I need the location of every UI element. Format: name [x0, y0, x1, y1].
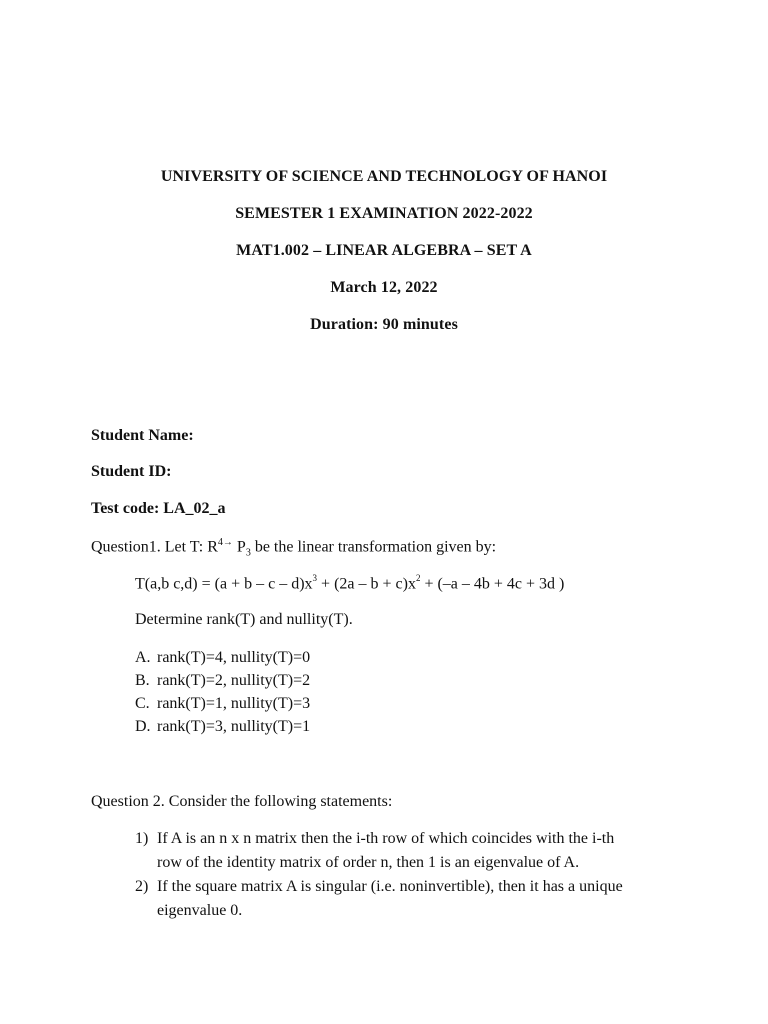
option-text: rank(T)=1, nullity(T)=3 — [157, 695, 311, 712]
exam-duration: Duration: 90 minutes — [310, 316, 458, 333]
option-a[interactable] — [135, 649, 310, 667]
question1-codomain: P — [232, 538, 246, 556]
question1-intro — [91, 537, 496, 559]
question1-formula — [135, 574, 564, 593]
formula-exponent-2: 2 — [415, 573, 421, 583]
option-text: rank(T)=2, nullity(T)=2 — [157, 672, 311, 689]
statement-line: If A is an n x n matrix then the i-th row of which coincides with the i-th — [157, 830, 615, 847]
question1-intro-suffix: be the linear transformation given by: — [250, 538, 497, 556]
question2-intro: Question 2. Consider the following statements: — [91, 793, 393, 810]
arrow-icon: → — [222, 537, 233, 548]
semester-title: SEMESTER 1 EXAMINATION 2022-2022 — [235, 205, 533, 222]
statement-1-cont: row of the identity matrix of order n, then 1 is an eigenvalue of A. — [157, 854, 580, 871]
course-title: MAT1.002 – LINEAR ALGEBRA – SET A — [236, 242, 532, 259]
question1-domain-exponent: 4 — [217, 537, 223, 548]
option-label: A. — [135, 649, 151, 666]
question1-intro-prefix: Question1. Let T: R — [91, 538, 218, 556]
university-title: UNIVERSITY OF SCIENCE AND TECHNOLOGY OF HANOI — [160, 168, 608, 185]
option-text: rank(T)=4, nullity(T)=0 — [157, 649, 311, 666]
exam-date: March 12, 2022 — [330, 279, 438, 296]
statement-2-cont: eigenvalue 0. — [157, 902, 243, 919]
statement-2 — [135, 878, 623, 896]
test-code: Test code: LA_02_a — [91, 500, 226, 517]
option-d[interactable] — [135, 718, 310, 736]
student-id-label: Student ID: — [91, 463, 172, 480]
question1-prompt: Determine rank(T) and nullity(T). — [135, 611, 353, 628]
option-c[interactable] — [135, 695, 310, 713]
statement-1 — [135, 830, 614, 848]
question1-codomain-subscript: 3 — [245, 547, 251, 559]
statement-line: If the square matrix A is singular (i.e. noninvertible), then it has a unique — [157, 878, 623, 895]
student-name-label: Student Name: — [91, 427, 194, 444]
formula-part-a: T(a,b c,d) = (a + b – c – d)x — [135, 575, 313, 593]
statement-number: 2) — [135, 878, 149, 895]
formula-exponent-3: 3 — [312, 573, 318, 583]
option-label: D. — [135, 718, 151, 735]
option-text: rank(T)=3, nullity(T)=1 — [157, 718, 311, 735]
option-b[interactable] — [135, 672, 310, 690]
formula-part-c: + (–a – 4b + 4c + 3d ) — [420, 575, 565, 593]
statement-number: 1) — [135, 830, 149, 847]
option-label: B. — [135, 672, 150, 689]
option-label: C. — [135, 695, 150, 712]
formula-part-b: + (2a – b + c)x — [317, 575, 416, 593]
